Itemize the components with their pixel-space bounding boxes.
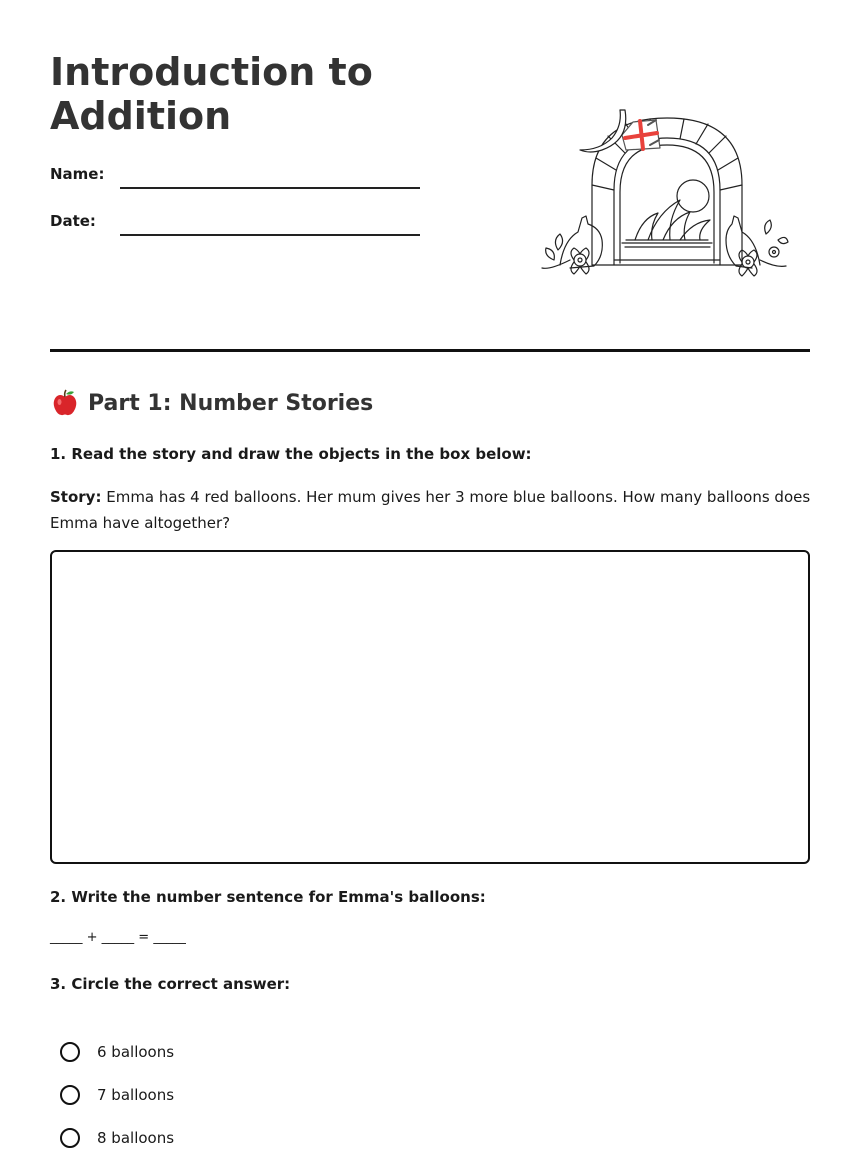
section-title-part1 — [50, 388, 373, 418]
radio-circle[interactable] — [60, 1128, 80, 1148]
story-label: Story: — [50, 488, 102, 506]
header-divider — [50, 349, 810, 352]
worksheet-title: Introduction to Addition — [50, 50, 373, 138]
question-1-prompt: 1. Read the story and draw the objects in the box below: — [50, 445, 532, 463]
name-field[interactable] — [50, 165, 420, 189]
date-line[interactable] — [120, 234, 420, 236]
answer-option-label: 6 balloons — [97, 1043, 175, 1061]
radio-circle[interactable] — [60, 1085, 80, 1105]
name-label: Name: — [50, 165, 105, 183]
answer-option-3[interactable] — [60, 1125, 174, 1151]
answer-option-1[interactable] — [60, 1039, 174, 1065]
question-3-prompt: 3. Circle the correct answer: — [50, 975, 291, 993]
question-2-prompt: 2. Write the number sentence for Emma's balloons: — [50, 888, 486, 906]
name-line[interactable] — [120, 187, 420, 189]
apple-icon — [50, 388, 80, 418]
sydney-opera-house-arch-illustration — [530, 100, 800, 285]
answer-option-label: 7 balloons — [97, 1086, 175, 1104]
number-sentence-blanks[interactable]: _____ + _____ = _____ — [50, 930, 186, 945]
section-title-text: Part 1: Number Stories — [88, 390, 374, 416]
answer-option-2[interactable] — [60, 1082, 174, 1108]
answer-option-label: 8 balloons — [97, 1129, 175, 1147]
story-paragraph — [50, 484, 820, 536]
drawing-box[interactable] — [50, 550, 810, 864]
radio-circle[interactable] — [60, 1042, 80, 1062]
date-field[interactable] — [50, 212, 420, 236]
date-label: Date: — [50, 212, 96, 230]
story-text: Emma has 4 red balloons. Her mum gives her 3 more blue balloons. How many balloons does Emma have altogether? — [50, 488, 811, 532]
